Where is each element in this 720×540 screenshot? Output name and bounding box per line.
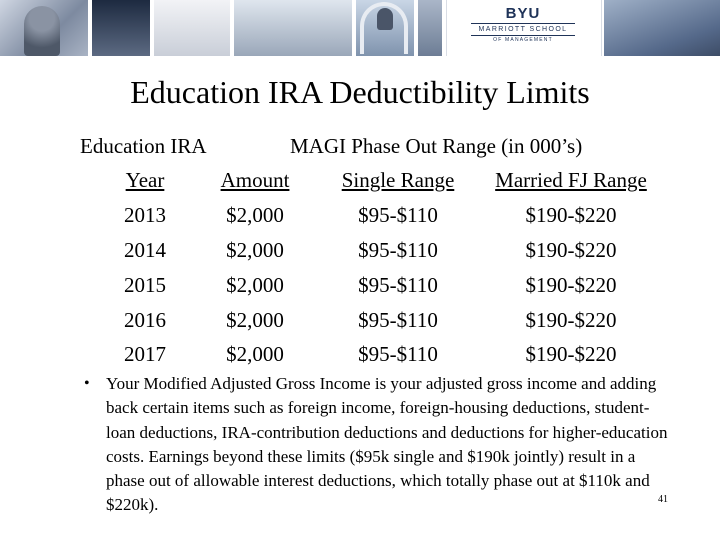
- slide-number: 41: [658, 494, 668, 505]
- bullet-marker: •: [84, 375, 90, 392]
- header-education-ira: Education IRA: [80, 134, 207, 158]
- column-header-married: Married FJ Range: [495, 168, 647, 192]
- cell-married-range: $190-$220: [525, 308, 617, 332]
- slide-title: Education IRA Deductibility Limits: [130, 74, 590, 110]
- banner-photo-campus: [604, 0, 720, 56]
- banner-photo-statue: [0, 0, 88, 56]
- cell-amount: $2,000: [226, 273, 284, 297]
- cell-single-range: $95-$110: [358, 238, 438, 262]
- cell-amount: $2,000: [226, 342, 284, 366]
- cell-married-range: $190-$220: [525, 273, 617, 297]
- cell-married-range: $190-$220: [525, 203, 617, 227]
- cell-married-range: $190-$220: [525, 342, 617, 366]
- cell-single-range: $95-$110: [358, 342, 438, 366]
- cell-amount: $2,000: [226, 203, 284, 227]
- header-magi-range: MAGI Phase Out Range (in 000’s): [290, 134, 583, 158]
- statue-image: [24, 6, 60, 56]
- cell-married-range: $190-$220: [525, 238, 617, 262]
- logo-rule-bottom: [471, 35, 575, 36]
- column-header-amount: Amount: [220, 168, 290, 192]
- byu-logo-school: MARRIOTT SCHOOL: [478, 26, 568, 33]
- cell-single-range: $95-$110: [358, 203, 438, 227]
- byu-logo-name: BYU: [505, 5, 541, 22]
- cell-single-range: $95-$110: [358, 273, 438, 297]
- cell-year: 2013: [124, 203, 166, 227]
- bullet-paragraph: Your Modified Adjusted Gross Income is your adjusted gross income and adding back certain items such as foreign income, foreign-housing deductions, student-loan deductions, IRA-contribution deductions and deductions for higher-education costs. Earnings beyond these limits ($95k single and $190k jointly) result in a phase out of allowable interest deductions, which totally phase out at $110k and $220k).: [106, 374, 668, 515]
- logo-rule-top: [471, 23, 575, 24]
- banner-photo-dark: [92, 0, 150, 56]
- cell-year: 2014: [124, 238, 166, 262]
- column-header-single: Single Range: [341, 168, 455, 192]
- cell-year: 2015: [124, 273, 166, 297]
- cell-amount: $2,000: [226, 308, 284, 332]
- banner-photo-mountain: [234, 0, 352, 56]
- column-header-year: Year: [125, 168, 165, 192]
- cell-single-range: $95-$110: [358, 308, 438, 332]
- byu-logo-subtitle: OF MANAGEMENT: [493, 37, 553, 43]
- bell-icon: [377, 8, 393, 30]
- banner-photo-strip: [418, 0, 442, 56]
- banner-photo-bell-tower: [356, 0, 414, 56]
- banner-photo-building: [154, 0, 230, 56]
- cell-amount: $2,000: [226, 238, 284, 262]
- cell-year: 2016: [124, 308, 166, 332]
- byu-logo: [469, 6, 577, 44]
- header-banner: [0, 0, 720, 58]
- cell-year: 2017: [124, 342, 166, 366]
- banner-logo-panel: [446, 0, 602, 56]
